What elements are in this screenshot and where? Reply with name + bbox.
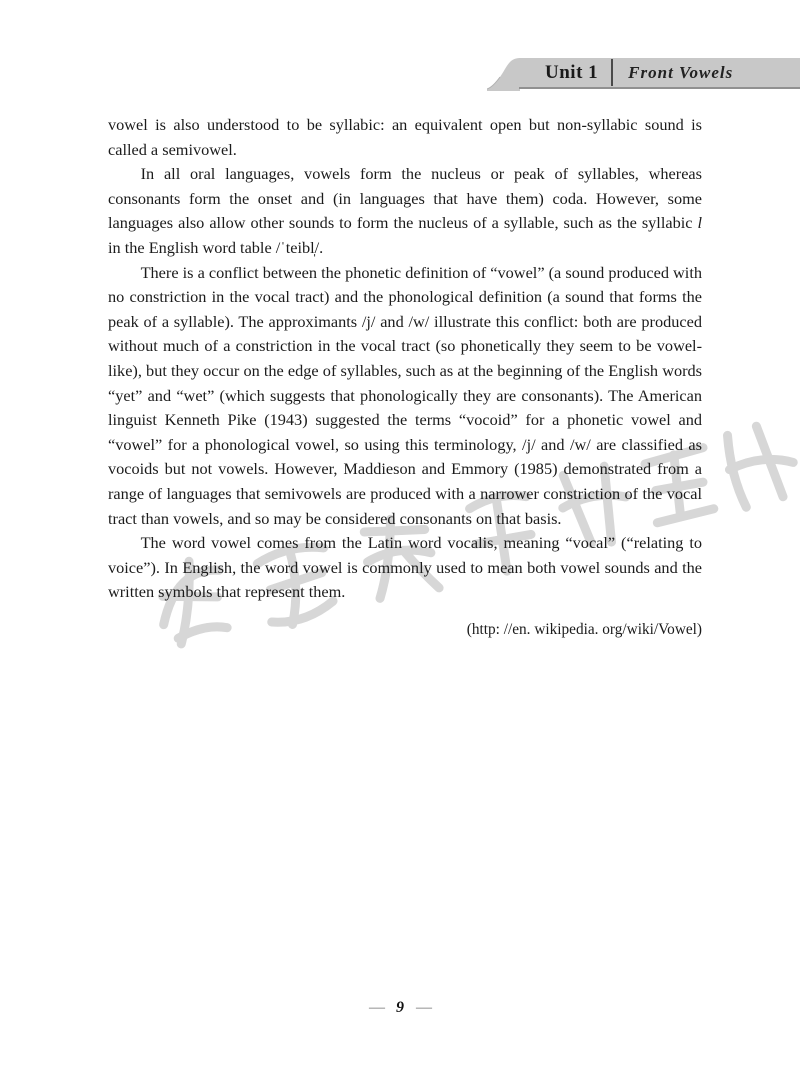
footer-left-dash: — [369, 999, 384, 1016]
unit-label: Unit 1 [545, 61, 599, 83]
paragraph-2-run-3: in the English word table /ˈteibl̩/. [108, 237, 324, 257]
footer-right-dash: — [416, 999, 431, 1016]
paragraph-1: vowel is also understood to be syllabic: an equivalent open but non-syllabic sound is called a semivowel. [108, 115, 702, 159]
page-number: 9 [396, 999, 404, 1016]
paragraph-2-italic-l: l [697, 213, 702, 233]
paragraph-2 [108, 162, 702, 260]
paragraph-2-run-1: In all oral languages, vowels form the nucleus or peak of syllables, whereas consonants form the onset and (in languages that have them) coda. However, some languages also allow other sounds to form the nucleus of a syllable, such as the syllabic [108, 164, 702, 233]
body-text [108, 113, 702, 642]
page-footer [0, 999, 800, 1017]
source-citation: (http: //en. wikipedia. org/wiki/Vowel) [466, 620, 702, 638]
banner-swoosh-icon [487, 58, 520, 91]
paragraph-4: The word vowel comes from the Latin word vocalis, meaning “vocal” (“relating to voice”). In English, the word vowel is commonly used to mean both vowel sounds and the written symbols that represent them. [108, 533, 702, 602]
banner-divider [611, 59, 613, 86]
paragraph-3: There is a conflict between the phonetic definition of “vowel” (a sound produced with no constriction in the vocal tract) and the phonological definition (a sound that forms the peak of a syllable). The approximants /j/ and /w/ illustrate this conflict: both are produced without much of a constriction in the vocal tract (so phonetically they seem to be vowel-like), but they occur on the edge of syllables, such as at the beginning of the English words “yet” and “wet” (which suggests that phonologically they are consonants). The American linguist Kenneth Pike (1943) suggested the terms “vocoid” for a phonetic vowel and “vowel” for a phonological vowel, so using this terminology, /j/ and /w/ are classified as vocoids but not vowels. However, Maddieson and Emmory (1985) demonstrated from a range of languages that semivowels are produced with a narrower constriction of the vocal tract than vowels, and so may be considered consonants on that basis. [108, 262, 702, 528]
unit-header-banner [519, 58, 800, 89]
unit-title: Front Vowels [628, 62, 734, 82]
